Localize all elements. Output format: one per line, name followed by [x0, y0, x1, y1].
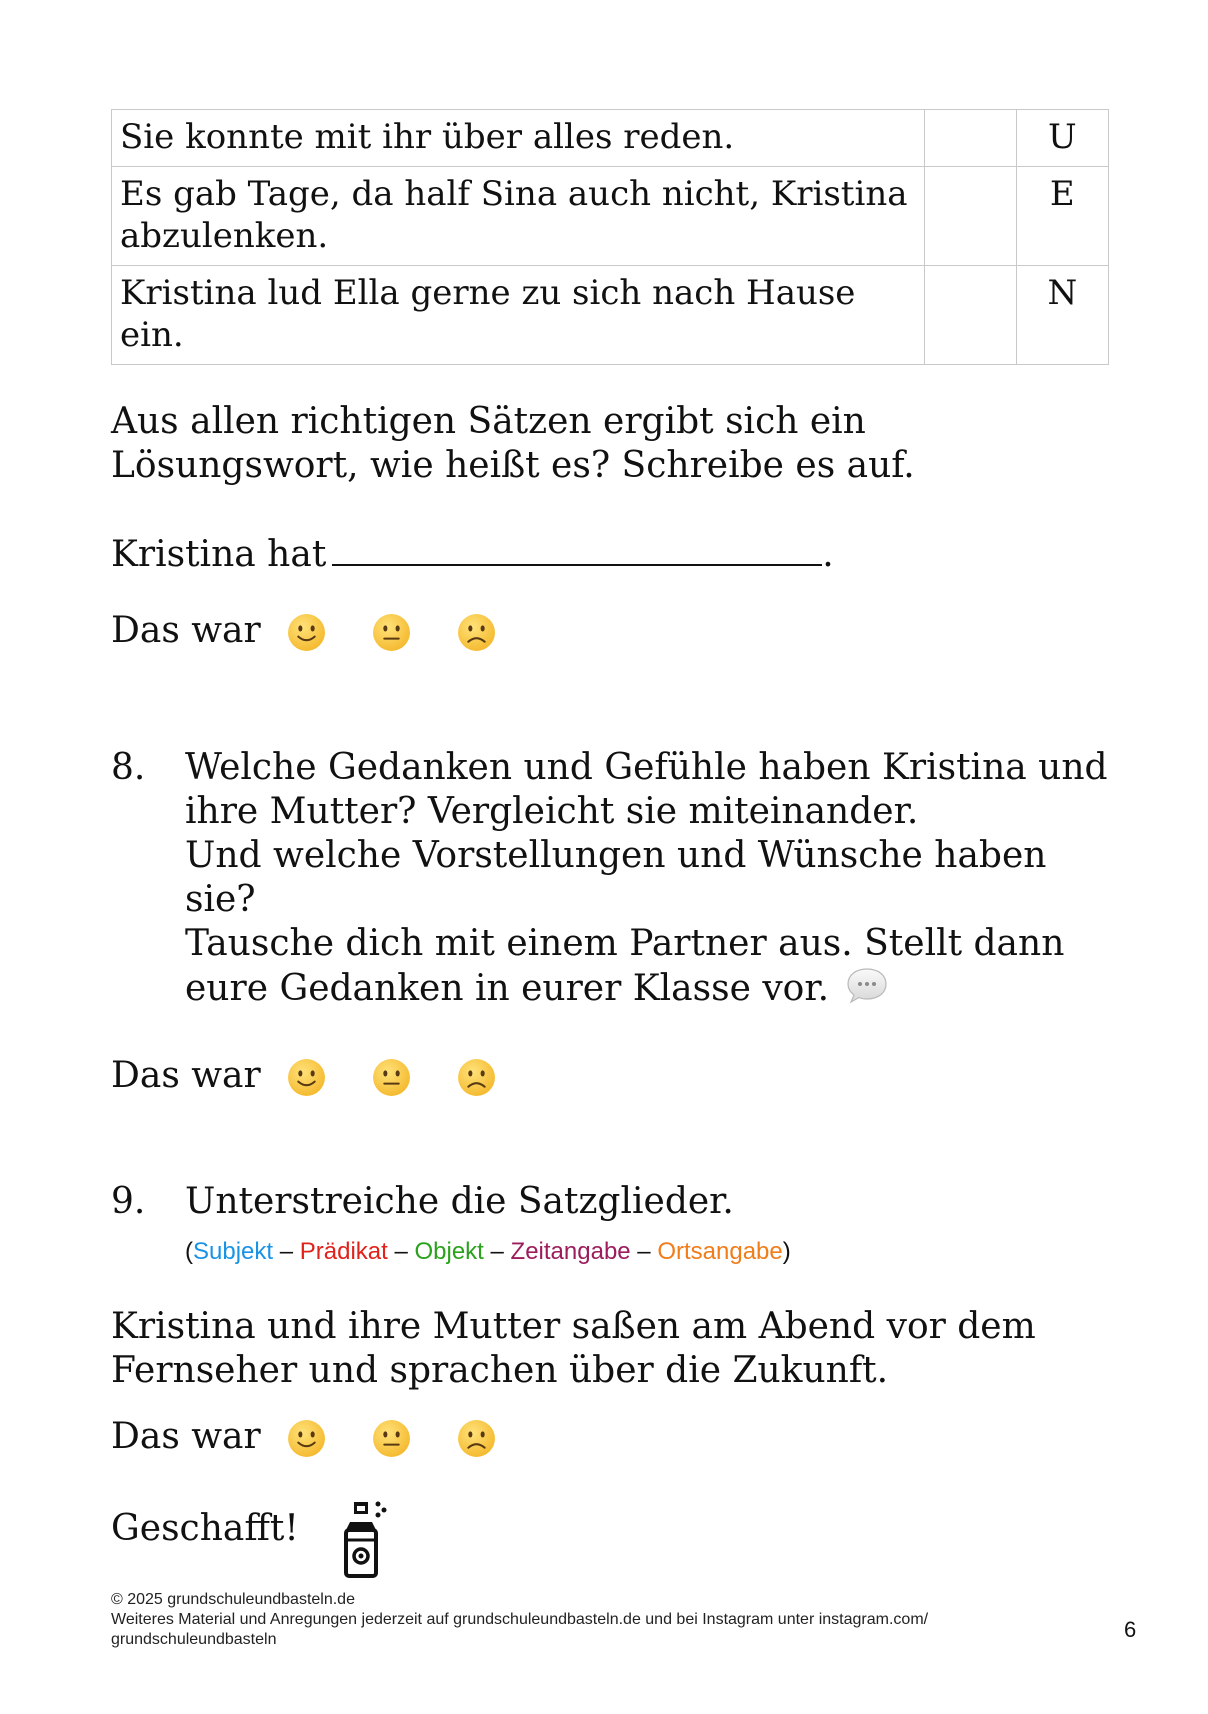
legend-items — [193, 1238, 783, 1265]
solution-prompt: Aus allen richtigen Sätzen ergibt sich ein Lösungswort, wie heißt es? Schreibe es auf. — [111, 401, 915, 486]
task-8-line: Und welche Vorstellungen und Wünsche haben sie? — [185, 835, 1047, 920]
letter-cell: U — [1016, 110, 1108, 167]
table-row — [112, 110, 1109, 167]
letter-cell: E — [1016, 167, 1108, 266]
smiley-sad-icon[interactable] — [456, 1057, 497, 1098]
legend-separator: – — [387, 1238, 415, 1265]
legend-item: Ortsangabe — [657, 1238, 783, 1265]
answer-suffix: . — [822, 534, 834, 575]
page-number: 6 — [1124, 1617, 1137, 1642]
smiley-neutral-icon[interactable] — [371, 1057, 412, 1098]
smiley-happy-icon[interactable] — [286, 1418, 327, 1459]
task-9-title: Unterstreiche die Satzglieder. — [185, 1181, 734, 1222]
legend-item: Zeitangabe — [510, 1238, 631, 1265]
smiley-neutral-icon[interactable] — [371, 612, 412, 653]
letter-cell: N — [1016, 266, 1108, 365]
answer-cell[interactable] — [924, 167, 1016, 266]
answer-line — [111, 530, 834, 577]
statement-cell: Es gab Tage, da half Sina auch nicht, Kristina abzulenken. — [112, 167, 925, 266]
legend-separator: – — [273, 1238, 300, 1265]
answer-cell[interactable] — [924, 266, 1016, 365]
smiley-happy-icon[interactable] — [286, 612, 327, 653]
answer-blank[interactable] — [332, 530, 822, 566]
smiley-sad-icon[interactable] — [456, 612, 497, 653]
smiley-happy-icon[interactable] — [286, 1057, 327, 1098]
answer-prefix: Kristina hat — [111, 534, 327, 575]
true-false-table — [111, 109, 1109, 365]
legend-item: Prädikat — [299, 1238, 388, 1265]
footer-note: Weiteres Material und Anregungen jederzeit auf grundschuleundbasteln.de und bei Instagram unter instagram.com/ grundschuleundbasteln — [111, 1611, 929, 1648]
answer-cell[interactable] — [924, 110, 1016, 167]
rating-label: Das war — [111, 1055, 261, 1096]
task-number: 9. — [111, 1181, 146, 1222]
rating-label: Das war — [111, 610, 261, 651]
rating-label: Das war — [111, 1416, 261, 1457]
smiley-sad-icon[interactable] — [456, 1418, 497, 1459]
task-number: 8. — [111, 747, 146, 788]
table-row — [112, 167, 1109, 266]
legend-item: Subjekt — [193, 1238, 274, 1265]
footer — [111, 1590, 1111, 1650]
done-label: Geschafft! — [111, 1508, 299, 1549]
table-row — [112, 266, 1109, 365]
legend-item: Objekt — [414, 1238, 484, 1265]
statement-cell: Kristina lud Ella gerne zu sich nach Hause ein. — [112, 266, 925, 365]
sentence-parts-legend: (Subjekt – Prädikat – Objekt – Zeitangabe – Ortsangabe) — [185, 1238, 791, 1265]
task-9-sentence: Kristina und ihre Mutter saßen am Abend vor dem Fernseher und sprachen über die Zukunft. — [111, 1306, 1036, 1391]
legend-separator: – — [630, 1238, 658, 1265]
task-8-line: Welche Gedanken und Gefühle haben Kristina und ihre Mutter? Vergleicht sie miteinander. — [185, 747, 1108, 832]
rating-smileys — [286, 1057, 497, 1098]
rating-smileys — [286, 1418, 497, 1459]
legend-separator: – — [483, 1238, 511, 1265]
task-8-text — [185, 746, 1125, 1011]
task-8-line: Tausche dich mit einem Partner aus. Stellt dann eure Gedanken in eurer Klasse vor. — [185, 923, 1065, 1009]
rating-smileys — [286, 612, 497, 653]
statement-cell: Sie konnte mit ihr über alles reden. — [112, 110, 925, 167]
copyright: © 2025 grundschuleundbasteln.de — [111, 1591, 355, 1608]
speech-bubble-icon — [846, 966, 888, 1006]
spray-can-icon — [340, 1500, 400, 1580]
smiley-neutral-icon[interactable] — [371, 1418, 412, 1459]
